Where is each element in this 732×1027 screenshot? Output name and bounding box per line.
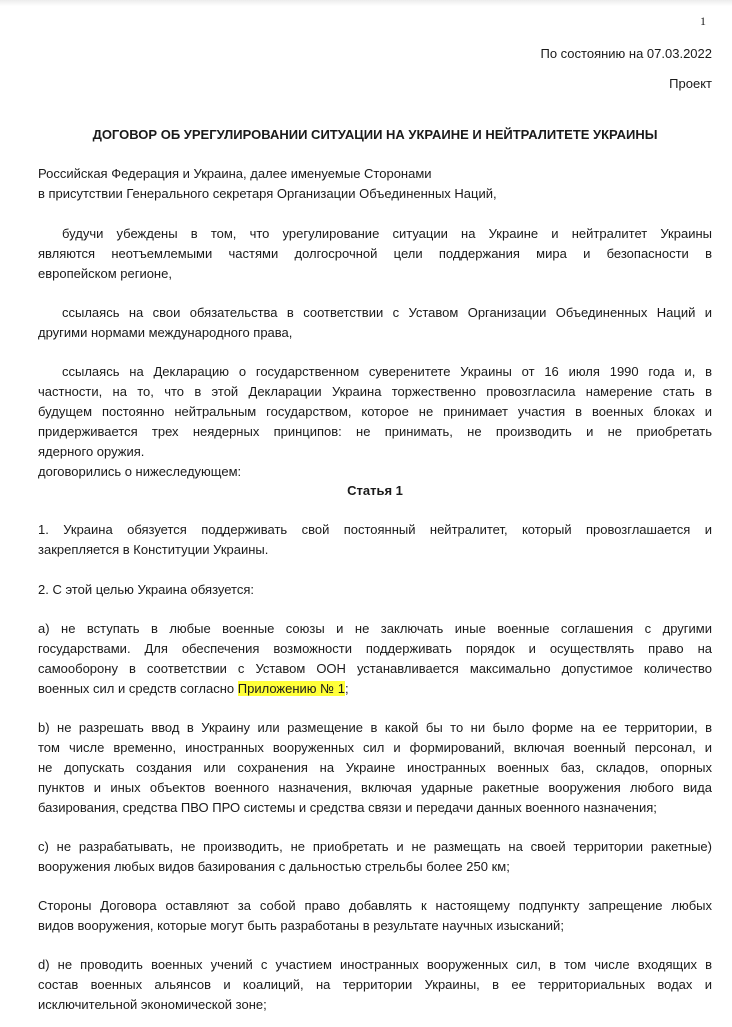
text-line bbox=[38, 540, 712, 560]
line-text: Российская Федерация и Украина, далее именуемые Сторонами bbox=[38, 166, 432, 181]
text-line bbox=[38, 995, 712, 1015]
line-text: ссылаясь на свои обязательства в соответствии с Уставом Организации Объединенных Наций и bbox=[62, 305, 712, 320]
line-text: военных сил и средств согласно bbox=[38, 681, 238, 696]
text-line bbox=[38, 520, 712, 540]
line-text: Стороны Договора оставляют за собой право добавлять к настоящему подпункту запрещение любых bbox=[38, 898, 712, 913]
text-line bbox=[38, 580, 712, 600]
highlighted-annex-reference: Приложению № 1 bbox=[237, 681, 345, 696]
line-text: видов вооружения, которые могут быть разработаны в результате научных изысканий; bbox=[38, 918, 564, 933]
line-text: государствами. Для обеспечения возможности поддерживать порядок и осуществлять право на bbox=[38, 641, 712, 656]
text-line bbox=[38, 896, 712, 916]
text-line bbox=[38, 481, 712, 501]
line-text: 2. С этой целью Украина обязуется: bbox=[38, 582, 254, 597]
page-number: 1 bbox=[700, 14, 706, 28]
text-line bbox=[38, 778, 712, 798]
document-status: Проект bbox=[669, 76, 712, 91]
line-text: договорились о нижеследующем: bbox=[38, 464, 242, 479]
text-line bbox=[38, 264, 712, 284]
line-text: будучи убеждены в том, что урегулирование ситуации на Украине и нейтралитет Украины bbox=[62, 226, 712, 241]
line-text: будущем постоянно нейтральным государством, которое не принимает участия в военных блоках и bbox=[38, 404, 712, 419]
text-line bbox=[62, 362, 712, 382]
line-text: другими нормами международного права, bbox=[38, 325, 293, 340]
text-line bbox=[38, 955, 712, 975]
text-line bbox=[38, 758, 712, 778]
text-line bbox=[38, 164, 712, 184]
text-line bbox=[38, 857, 712, 877]
line-text: европейском регионе, bbox=[38, 266, 172, 281]
text-line bbox=[38, 639, 712, 659]
text-line bbox=[38, 916, 712, 936]
text-line bbox=[38, 422, 712, 442]
line-text: самооборону в соответствии с Уставом ООН устанавливается максимально допустимое количество bbox=[38, 661, 712, 676]
line-text: Статья 1 bbox=[347, 483, 403, 498]
line-text: d) не проводить военных учений с участием иностранных вооруженных сил, в том числе входящих в bbox=[38, 957, 712, 972]
line-text-end: ; bbox=[344, 681, 349, 696]
line-text: a) не вступать в любые военные союзы и не заключать иные военные соглашения с другими bbox=[38, 621, 712, 636]
line-text: 1. Украина обязуется поддерживать свой постоянный нейтралитет, который провозглашается и bbox=[38, 522, 712, 537]
text-line bbox=[38, 382, 712, 402]
text-line bbox=[38, 679, 712, 699]
line-text: закрепляется в Конституции Украины. bbox=[38, 542, 269, 557]
line-text: в присутствии Генерального секретаря Организации Объединенных Наций, bbox=[38, 186, 497, 201]
line-text: вооружения любых видов базирования с дальностью стрельбы более 250 км; bbox=[38, 859, 510, 874]
text-line bbox=[38, 442, 712, 462]
line-text: не допускать создания или сохранения на Украине иностранных военных баз, складов, опорных bbox=[38, 760, 712, 775]
text-line bbox=[62, 224, 712, 244]
line-text: ядерного оружия. bbox=[38, 444, 145, 459]
text-line bbox=[38, 718, 712, 738]
line-text: исключительной экономической зоне; bbox=[38, 997, 267, 1012]
text-line bbox=[38, 462, 712, 482]
line-text: том числе временно, иностранных вооруженных сил и формирований, включая военный персонал, и bbox=[38, 740, 712, 755]
text-line bbox=[38, 402, 712, 422]
document-title: ДОГОВОР ОБ УРЕГУЛИРОВАНИИ СИТУАЦИИ НА УКРАИНЕ И НЕЙТРАЛИТЕТЕ УКРАИНЫ bbox=[92, 127, 658, 142]
text-line bbox=[38, 323, 712, 343]
line-text: базирования, средства ПВО ПРО системы и средства связи и передачи данных военного назначения; bbox=[38, 800, 657, 815]
text-line bbox=[38, 184, 712, 204]
line-text: c) не разрабатывать, не производить, не приобретать и не размещать на своей территории ракетные) bbox=[38, 839, 712, 854]
line-text: частности, на то, что в этой Декларации Украина торжественно провозгласила намерение стать в bbox=[38, 384, 712, 399]
text-line bbox=[38, 975, 712, 995]
line-text: b) не разрешать ввод в Украину или размещение в какой бы то ни было форме на ее территории, в bbox=[38, 720, 712, 735]
line-text: пунктов и иных объектов военного назначения, включая ударные ракетные вооружения любого вида bbox=[38, 780, 712, 795]
text-line bbox=[38, 738, 712, 758]
text-line bbox=[38, 619, 712, 639]
line-text: состав военных альянсов и коалиций, на территории Украины, в ее территориальных водах и bbox=[38, 977, 712, 992]
text-line bbox=[38, 798, 712, 818]
date-line: По состоянию на 07.03.2022 bbox=[540, 46, 712, 61]
line-text: являются неотъемлемыми частями долгосрочной цели поддержания мира и безопасности в bbox=[38, 246, 712, 261]
text-line bbox=[62, 303, 712, 323]
page-top-edge bbox=[0, 0, 732, 6]
line-text: придерживается трех неядерных принципов: не принимать, не производить и не приобретать bbox=[38, 424, 712, 439]
line-text: ссылаясь на Декларацию о государственном суверенитете Украины от 16 июля 1990 года и, в bbox=[62, 364, 712, 379]
text-line bbox=[38, 659, 712, 679]
text-line bbox=[38, 837, 712, 857]
text-line bbox=[38, 244, 712, 264]
